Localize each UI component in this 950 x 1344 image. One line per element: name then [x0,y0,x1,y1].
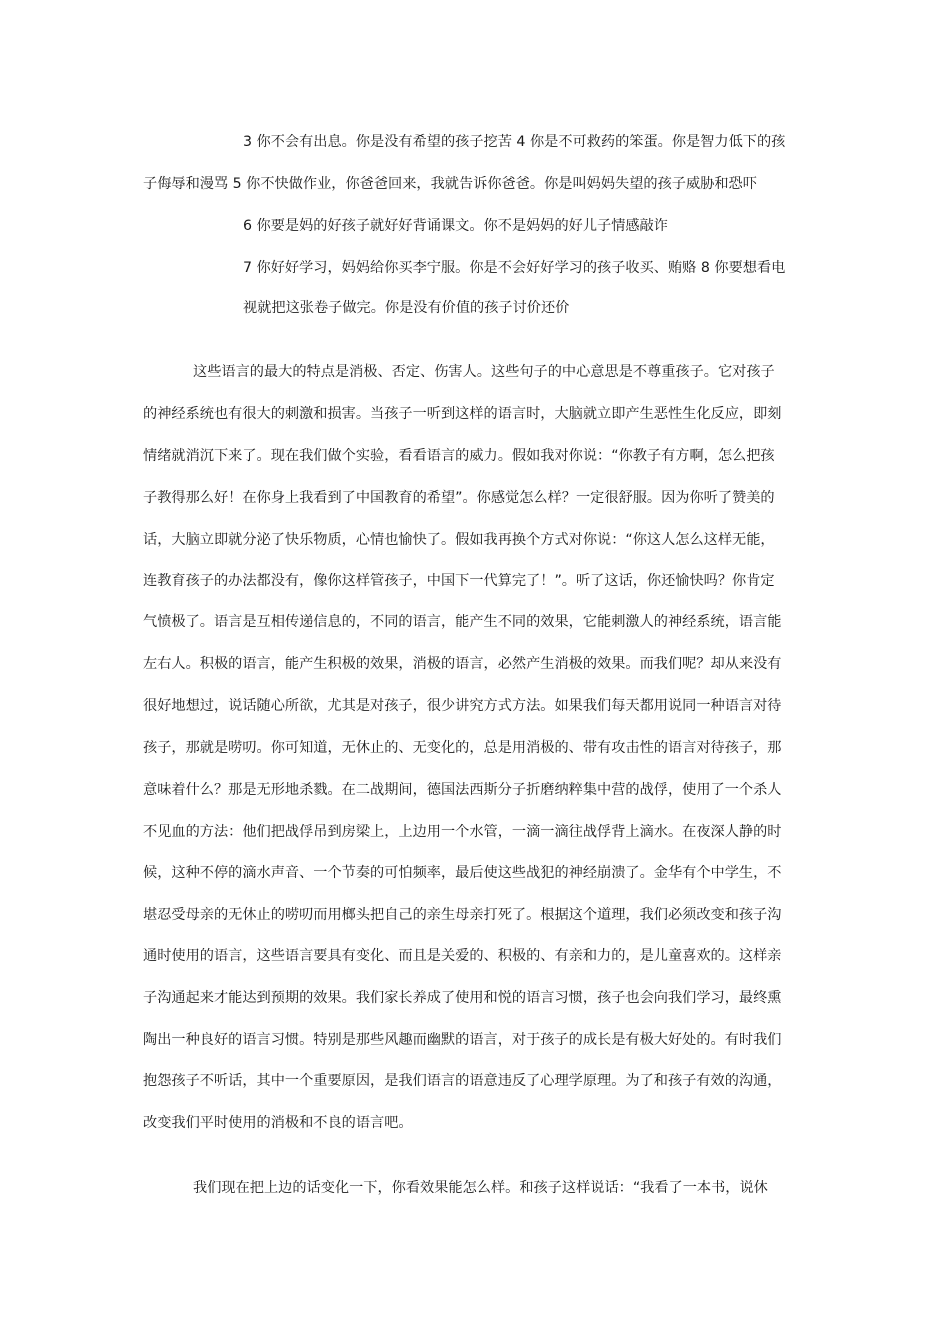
paragraph-line: 不见血的方法：他们把战俘吊到房梁上，上边用一个水管，一滴一滴往战俘背上滴水。在夜深人静的时 [143,824,782,840]
paragraph-line: 孩子，那就是唠叨。你可知道，无休止的、无变化的，总是用消极的、带有攻击性的语言对待孩子，那 [143,740,782,756]
paragraph-line: 子沟通起来才能达到预期的效果。我们家长养成了使用和悦的语言习惯，孩子也会向我们学习，最终熏 [143,990,782,1006]
paragraph-line: 陶出一种良好的语言习惯。特别是那些风趣而幽默的语言，对于孩子的成长是有极大好处的。有时我们 [143,1032,782,1048]
paragraph-line: 话，大脑立即就分泌了快乐物质，心情也愉快了。假如我再换个方式对你说：“你这人怎么这样无能， [143,532,775,548]
paragraph-line: 左右人。积极的语言，能产生积极的效果，消极的语言，必然产生消极的效果。而我们呢？却从来没有 [143,656,782,672]
list-line: 7 你好好学习，妈妈给你买李宁服。你是不会好好学习的孩子收买、贿赂 8 你要想看电 [243,260,786,276]
paragraph-line: 的神经系统也有很大的刺激和损害。当孩子一听到这样的语言时，大脑就立即产生恶性生化反应，即刻 [143,406,782,422]
list-line: 6 你要是妈的好孩子就好好背诵课文。你不是妈妈的好儿子情感敲诈 [243,218,668,234]
paragraph-line: 堪忍受母亲的无休止的唠叨而用榔头把自己的亲生母亲打死了。根据这个道理，我们必须改变和孩子沟 [143,907,782,923]
paragraph-line: 改变我们平时使用的消极和不良的语言吧。 [143,1115,413,1131]
paragraph-line: 气愤极了。语言是互相传递信息的，不同的语言，能产生不同的效果，它能刺激人的神经系统，语言能 [143,614,782,630]
paragraph-line: 候，这种不停的滴水声音、一个节奏的可怕频率，最后使这些战犯的神经崩溃了。金华有个中学生，不 [143,865,782,881]
paragraph-line: 情绪就消沉下来了。现在我们做个实验，看看语言的威力。假如我对你说：“你教子有方啊，怎么把孩 [143,448,775,464]
paragraph-line: 很好地想过，说话随心所欲，尤其是对孩子，很少讲究方式方法。如果我们每天都用说同一种语言对待 [143,698,782,714]
list-line: 3 你不会有出息。你是没有希望的孩子挖苦 4 你是不可救药的笨蛋。你是智力低下的孩 [243,134,786,150]
paragraph-line: 连教育孩子的办法都没有，像你这样管孩子，中国下一代算完了！”。听了这话，你还愉快吗？你肯定 [143,573,775,589]
list-line: 视就把这张卷子做完。你是没有价值的孩子讨价还价 [243,300,570,316]
paragraph-line: 意味着什么？那是无形地杀戮。在二战期间，德国法西斯分子折磨纳粹集中营的战俘，使用了一个杀人 [143,782,782,798]
paragraph-line: 我们现在把上边的话变化一下，你看效果能怎么样。和孩子这样说话：“我看了一本书，说休 [193,1180,768,1196]
paragraph-line: 通时使用的语言，这些语言要具有变化、而且是关爱的、积极的、有亲和力的，是儿童喜欢的。这样亲 [143,948,782,964]
paragraph-line: 抱怨孩子不听话，其中一个重要原因，是我们语言的语意违反了心理学原理。为了和孩子有效的沟通， [143,1073,782,1089]
list-line: 子侮辱和漫骂 5 你不快做作业，你爸爸回来，我就告诉你爸爸。你是叫妈妈失望的孩子威胁和恐吓 [143,176,757,192]
paragraph-line: 子教得那么好！在你身上我看到了中国教育的希望”。你感觉怎么样？一定很舒服。因为你听了赞美的 [143,490,775,506]
paragraph-line: 这些语言的最大的特点是消极、否定、伤害人。这些句子的中心意思是不尊重孩子。它对孩子 [193,364,775,380]
